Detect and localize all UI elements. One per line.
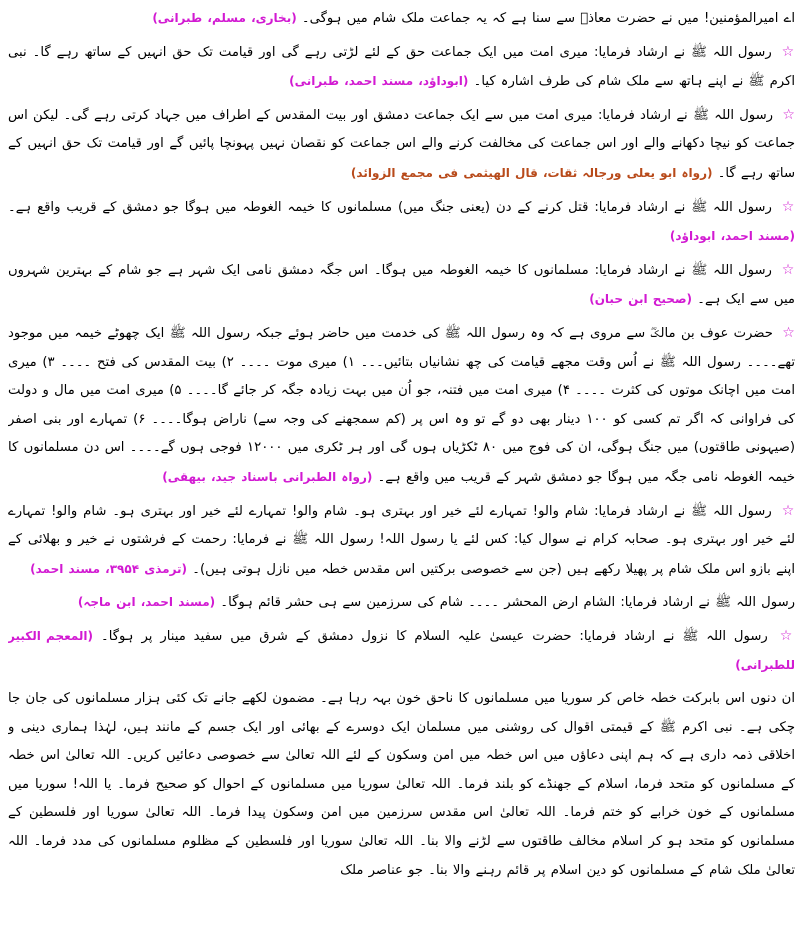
paragraph-text: رسول اللہ ﷺ نے ارشاد فرمایا: حضرت عیسیٰ علیہ السلام کا نزول دمشق کے شرق میں سفید مینار پر ہوگا۔ — [100, 628, 768, 644]
paragraph-9 — [8, 622, 795, 681]
star-icon: ☆ — [781, 502, 795, 519]
paragraph-text: اے امیرالمؤمنین! میں نے حضرت معاذؓ سے سنا ہے کہ یہ جماعت ملک شام میں ہوگی۔ — [301, 11, 795, 26]
reference-citation: (رواہ ابو یعلی ورجالہ ثقات، قال الهیثمی فی مجمع الزوائد) — [350, 165, 713, 180]
reference-citation: (ترمذی ۳۹۵۴، مسند احمد) — [30, 561, 188, 576]
star-icon: ☆ — [781, 198, 795, 215]
reference-citation: (ابوداؤد، مسند احمد، طبرانی) — [289, 74, 469, 89]
reference-citation: (بخاری، مسلم، طبرانی) — [152, 11, 297, 25]
reference-citation: (رواہ الطبرانی باسناد جید، بیهقی) — [162, 469, 373, 484]
paragraph-7 — [8, 497, 795, 585]
paragraph-text: رسول اللہ ﷺ نے ارشاد فرمایا: قتل کرنے کے دن (یعنی جنگ میں) مسلمانوں کا خیمہ الغوطہ میں ہوگا جو دمشق کے قریب واقع ہے۔ — [8, 199, 772, 215]
paragraph-text: رسول اللہ ﷺ نے ارشاد فرمایا: میری امت میں ایک جماعت حق کے لئے لڑتی رہے گی اور قیامت تک حق انہیں کے ساتھ رہے گا۔ نبی اکرم ﷺ نے اپنے ہاتھ سے ملک شام کی طرف اشارہ کیا۔ — [8, 44, 795, 90]
paragraph-3 — [8, 101, 795, 189]
star-icon: ☆ — [782, 324, 795, 341]
paragraph-text: رسول اللہ ﷺ نے ارشاد فرمایا: مسلمانوں کا خیمہ الغوطہ میں ہوگا۔ اس جگہ دمشق نامی ایک شہر ہے جو شام کے بہترین شہروں میں سے ایک ہے۔ — [8, 262, 795, 308]
paragraph-1 — [8, 4, 795, 34]
paragraph-text: رسول اللہ ﷺ نے ارشاد فرمایا: میری امت میں سے ایک جماعت دمشق اور بیت المقدس کے اطراف میں جہاد کرتی رہے گی۔ لیکن اس جماعت کو نیچا دکھانے والے اور اس جماعت کی مخالفت کرنے والے اس جماعت کو نقصان نہیں پہونچا پائیں گے اور قیامت تک حق انہیں کے ساتھ رہے گا۔ — [8, 107, 795, 181]
paragraph-10 — [8, 685, 795, 885]
star-icon: ☆ — [781, 261, 795, 278]
reference-citation: (المعجم الکبیر للطبرانی) — [8, 628, 795, 673]
paragraph-2 — [8, 38, 795, 97]
paragraph-text: حضرت عوف بن مالکؓ سے مروی ہے کہ وہ رسول اللہ ﷺ کی خدمت میں حاضر ہوئے جبکہ رسول اللہ ﷺ ایک چھوٹے خیمہ میں موجود تھے۔۔۔۔ رسول اللہ ﷺ نے اُس وقت مجھے قیامت کی چھ نشانیاں بتائیں۔۔۔ ۱) میری موت ۔۔۔۔ ۲) بیت المقدس کی فتح ۔۔۔۔ ۳) میری امت میں اچانک موتوں کی کثرت ۔۔۔۔ ۴) میری امت میں فتنہ، جو اُن میں بہت زیادہ جگہ کر جائے گا۔۔۔۔ ۵) میری امت میں مال و دولت کی فراوانی کہ اگر تم کسی کو ۱۰۰ دینار بھی دو گے تو وہ اس پر (کم سمجھنے کی وجہ سے) ناراض ہوگا۔۔۔۔ ۶) تمہارے اور بنی اصفر (صیہونی طاقتوں) میں جنگ ہوگی، ان کی فوج میں ۸۰ ٹکڑیاں ہوں گی اور ہر ٹکری میں ۱۲۰۰۰ فوجی ہوں گے۔۔۔۔ اس دن مسلمانوں کا خیمہ الغوطہ نامی جگہ میں ہوگا جو دمشق شہر کے قریب میں واقع ہے۔ — [8, 325, 795, 485]
paragraph-6 — [8, 319, 795, 493]
paragraph-8 — [8, 588, 795, 618]
paragraph-text: ان دنوں اس بابرکت خطہ خاص کر سوریا میں مسلمانوں کا ناحق خون بہہ رہا ہے۔ مضمون لکھے جانے تک کئی ہزار مسلمانوں کی جان جا چکی ہے۔ نبی اکرم ﷺ کے قیمتی اقوال کی روشنی میں مسلمان ایک دوسرے کے بھائی اور ایک جسم کے مانند ہیں، لہٰذا ہماری دینی و اخلاقی ذمہ داری ہے کہ ہم اپنی دعاؤں میں اس خطہ میں امن وسکون کے لئے اللہ تعالیٰ سے خصوصی دعائیں کریں۔ اللہ تعالیٰ اس خطہ کے مسلمانوں کو متحد فرما، اسلام کے جھنڈے کو بلند فرما۔ اللہ تعالیٰ سوریا میں مسلمانوں کے احوال کو صحیح فرما۔ یا اللہ! سوریا میں مسلمانوں کے خون خرابے کو ختم فرما۔ اللہ تعالیٰ اس مقدس سرزمین میں امن وسکون پیدا فرما۔ اللہ تعالیٰ سوریا اور فلسطین کے مسلمانوں کو متحد ہو کر اسلام مخالف طاقتوں سے لڑنے والا بنا۔ اللہ تعالیٰ سوریا اور فلسطین کے مظلوم مسلمانوں کی مدد فرما۔ اللہ تعالیٰ ملک شام کے مسلمانوں کو دین اسلام پر قائم رہنے والا بنا۔ جو عناصر ملک — [8, 691, 795, 878]
paragraph-text: رسول اللہ ﷺ نے ارشاد فرمایا: شام والو! تمہارے لئے خیر اور بہتری ہو۔ شام والو! تمہارے لئے خیر اور بہتری ہو۔ شام والو! تمہارے لئے خیر اور بہتری ہو۔ صحابہ کرام نے سوال کیا: کس لئے یا رسول اللہ! رسول اللہ ﷺ نے فرمایا: رحمت کے فرشتوں نے خیر و بھلائی کے اپنے بازو اس ملک شام پر پھیلا رکھے ہیں (جن سے خصوصی برکتیں اس مقدس خطہ میں نازل ہوتی ہیں)۔ — [8, 503, 795, 577]
paragraph-4 — [8, 193, 795, 252]
star-icon: ☆ — [782, 106, 795, 123]
reference-citation: (صحیح ابن حبان) — [589, 292, 693, 307]
document-page — [8, 4, 795, 948]
star-icon: ☆ — [779, 627, 795, 644]
star-icon: ☆ — [781, 43, 795, 60]
reference-citation: (مسند احمد، ابن ماجہ) — [77, 595, 216, 610]
reference-citation: (مسند احمد، ابوداؤد) — [669, 229, 795, 244]
paragraph-5 — [8, 256, 795, 315]
paragraph-text: رسول اللہ ﷺ نے ارشاد فرمایا: الشام ارض المحشر ۔۔۔۔ شام کی سرزمین سے ہی حشر قائم ہوگا۔ — [220, 595, 795, 611]
